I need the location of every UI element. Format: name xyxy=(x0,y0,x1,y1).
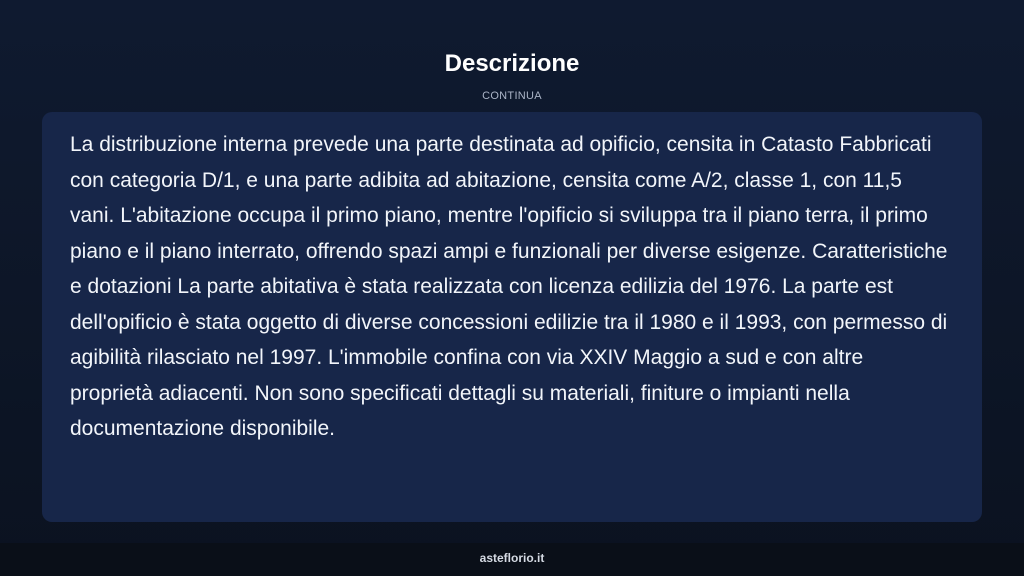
description-card xyxy=(42,112,982,522)
page-subtitle: CONTINUA xyxy=(482,90,542,102)
footer-bar xyxy=(0,543,1024,576)
footer-site-label: asteflorio.it xyxy=(479,551,545,565)
page-title: Descrizione xyxy=(444,50,580,77)
description-text: La distribuzione interna prevede una parte destinata ad opificio, censita in Catasto Fabbricati con categoria D/1, e una parte adibita ad abitazione, censita come A/2, classe 1, con 11,5 vani. L'abitazione occupa il primo piano, mentre l'opificio si sviluppa tra il piano terra, il primo piano e il piano interrato, offrendo spazi ampi e funzionali per diverse esigenze. Caratteristiche e dotazioni La parte abitativa è stata realizzata con licenza edilizia del 1976. La parte est dell'opificio è stata oggetto di diverse concessioni edilizie tra il 1980 e il 1993, con permesso di agibilità rilasciato nel 1997. L'immobile confina con via XXIV Maggio a sud e con altre proprietà adiacenti. Non sono specificati dettagli su materiali, finiture o impianti nella documentazione disponibile. xyxy=(70,133,948,440)
